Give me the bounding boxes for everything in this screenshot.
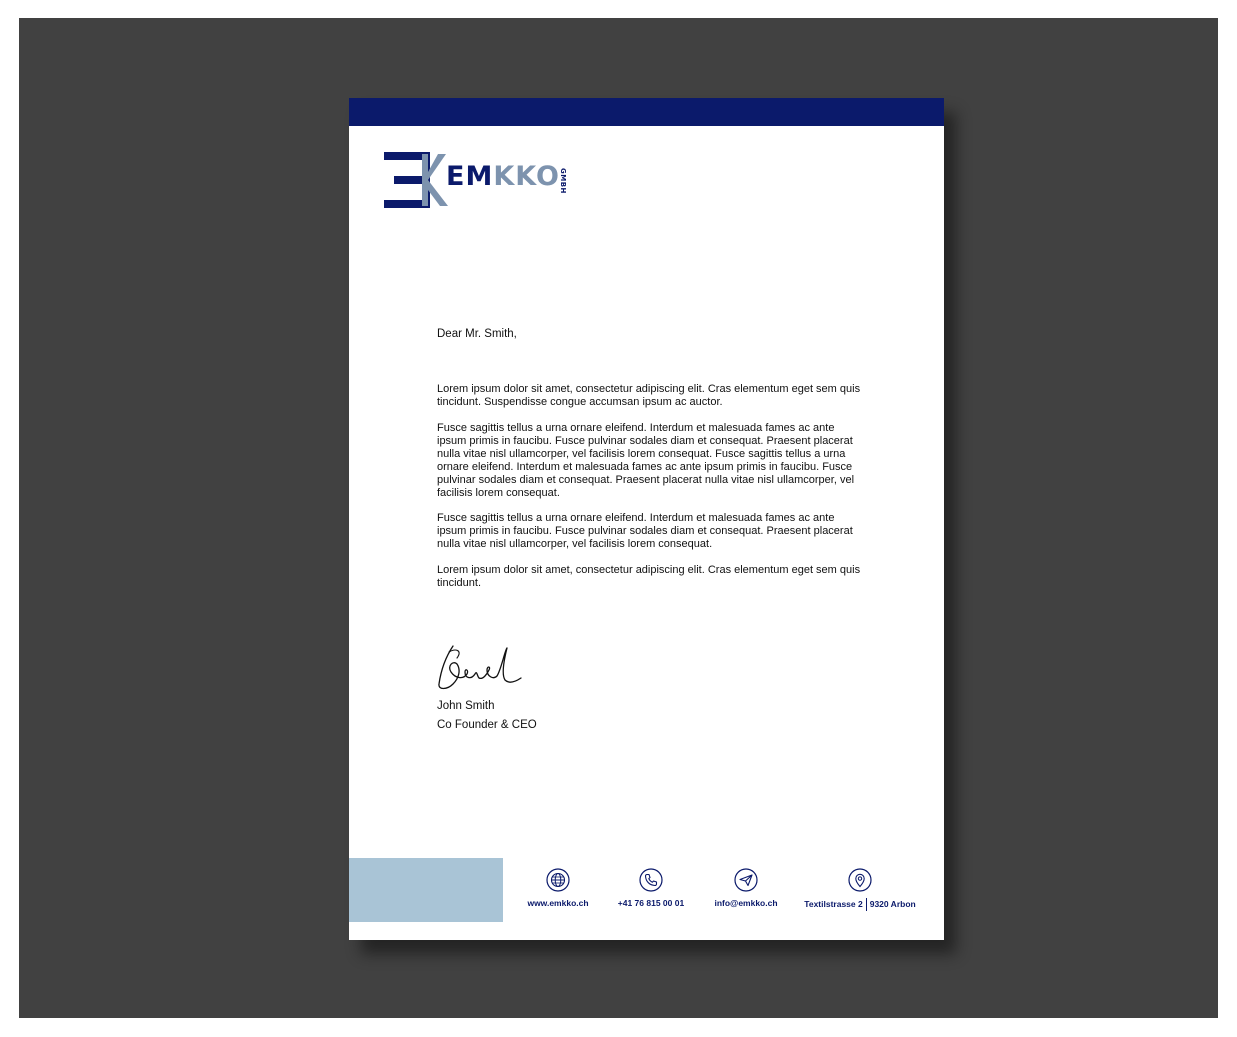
footer-email (711, 868, 781, 908)
signer-title: Co Founder & CEO (437, 719, 537, 731)
artboard-background (19, 18, 1218, 1018)
email-label: info@emkko.ch (714, 898, 778, 908)
phone-label: +41 76 815 00 01 (617, 898, 685, 908)
phone-icon (639, 868, 663, 892)
letter-paragraph: Lorem ipsum dolor sit amet, consectetur adipiscing elit. Cras elementum eget sem quis tincidunt. (437, 564, 861, 589)
footer-website (525, 868, 591, 908)
address-divider (866, 898, 867, 911)
website-label: www.emkko.ch (527, 898, 589, 908)
letter-greeting: Dear Mr. Smith, (437, 328, 517, 340)
letter-paragraph: Fusce sagittis tellus a urna ornare eleifend. Interdum et malesuada fames ac ante ipsum primis in faucibu. Fusce pulvinar sodales diam et consequat. Praesent placerat nulla vitae nisl ullamcorper, vel facilisis lorem consequat. Fusce sagittis tellus a urna ornare eleifend. Interdum et malesuada fames ac ante ipsum primis in faucibu. Fusce pulvinar sodales diam et consequat. Praesent placerat nulla vitae nisl ullamcorper, vel facilisis lorem consequat. (437, 422, 855, 499)
brand-wordmark-em: EM (446, 161, 494, 192)
brand-wordmark-kko: KKO (493, 161, 560, 192)
globe-icon (546, 868, 570, 892)
signer-name: John Smith (437, 700, 495, 712)
footer-phone (611, 868, 691, 908)
footer-accent-block (349, 858, 503, 922)
letter-paragraph: Fusce sagittis tellus a urna ornare eleifend. Interdum et malesuada fames ac ante ipsum primis in faucibu. Fusce pulvinar sodales diam et consequat. Praesent placerat nulla vitae nisl ullamcorper, vel facilisis lorem consequat. (437, 512, 853, 550)
address-city: 9320 Arbon (869, 898, 916, 909)
handwritten-signature (435, 640, 527, 692)
brand-wordmark (446, 162, 560, 192)
brand-legal-suffix: GMBH (559, 168, 567, 194)
footer-address (801, 868, 919, 911)
header-bar (349, 98, 944, 126)
location-pin-icon (848, 868, 872, 892)
address-street: Textilstrasse 2 (804, 898, 863, 909)
letterhead-page (349, 98, 944, 940)
paper-plane-icon (734, 868, 758, 892)
address-label (801, 898, 919, 911)
letter-paragraph: Lorem ipsum dolor sit amet, consectetur adipiscing elit. Cras elementum eget sem quis tincidunt. Suspendisse congue accumsan ipsum ac auctor. (437, 383, 861, 408)
